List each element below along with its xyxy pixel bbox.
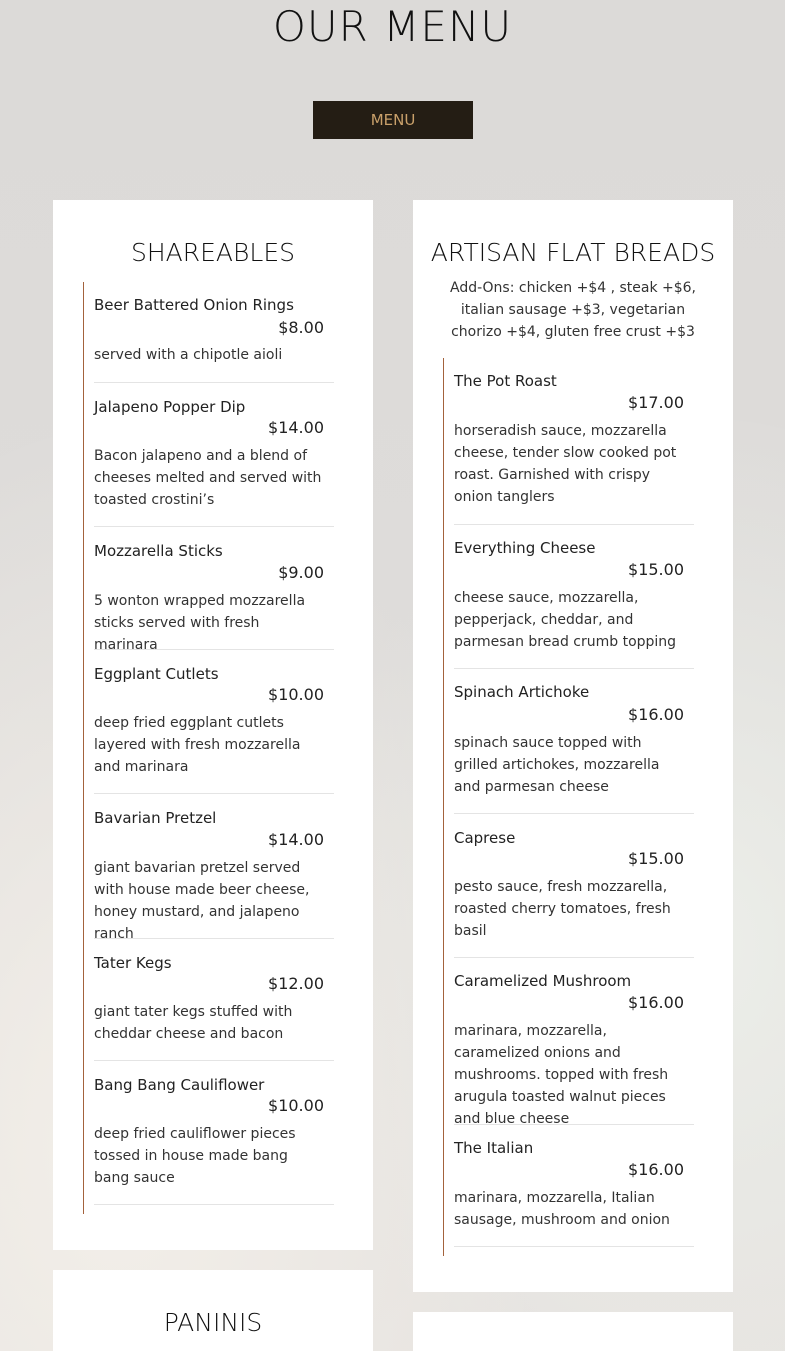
item-description: giant tater kegs stuffed with cheddar cheese and bacon: [94, 1004, 293, 1042]
menu-item: [94, 650, 334, 794]
menu-item: [94, 282, 334, 383]
item-name: Caprese: [454, 829, 516, 847]
menu-item: [454, 525, 694, 669]
paninis-title: PANINIS: [163, 1308, 263, 1337]
item-name: Spinach Artichoke: [454, 683, 590, 701]
shareables-card: [53, 200, 373, 1250]
item-description: marinara, mozzarella, Italian sausage, mushroom and onion: [454, 1190, 670, 1228]
item-price: $12.00: [268, 974, 324, 993]
menu-button[interactable]: MENU: [313, 101, 473, 139]
menu-item: [454, 358, 694, 525]
item-price: $15.00: [628, 849, 684, 868]
menu-item: [454, 814, 694, 958]
item-name: The Italian: [454, 1139, 534, 1157]
item-description: pesto sauce, fresh mozzarella, roasted cherry tomatoes, fresh basil: [454, 879, 671, 939]
item-description: marinara, mozzarella, caramelized onions and mushrooms. topped with fresh arugula toasted walnut pieces and blue cheese: [454, 1023, 669, 1127]
item-name: Beer Battered Onion Rings: [94, 296, 294, 314]
item-name: Bavarian Pretzel: [94, 809, 217, 827]
item-price: $10.00: [268, 685, 324, 704]
item-description: 5 wonton wrapped mozzarella sticks served with fresh marinara: [94, 593, 306, 653]
item-name: Jalapeno Popper Dip: [94, 398, 246, 416]
item-description: deep fried eggplant cutlets layered with fresh mozzarella and marinara: [94, 715, 301, 775]
next-card: [413, 1312, 733, 1351]
menu-item: [94, 527, 334, 653]
menu-item: [454, 958, 694, 1125]
item-price: $14.00: [268, 418, 324, 437]
menu-item: [454, 1125, 694, 1247]
menu-item: [94, 794, 334, 942]
item-name: Tater Kegs: [94, 954, 172, 972]
item-price: $8.00: [278, 318, 324, 337]
item-description: giant bavarian pretzel served with house made beer cheese, honey mustard, and jalapeno ranch: [94, 860, 310, 942]
item-price: $15.00: [628, 560, 684, 579]
menu-item: [94, 383, 334, 527]
item-name: Bang Bang Cauliflower: [94, 1076, 265, 1094]
flatbreads-list: [443, 358, 694, 1256]
item-name: Mozzarella Sticks: [94, 542, 223, 560]
item-price: $14.00: [268, 830, 324, 849]
item-price: $9.00: [278, 563, 324, 582]
item-price: $17.00: [628, 393, 684, 412]
item-description: served with a chipotle aioli: [94, 347, 283, 363]
flatbreads-addons: Add-Ons: chicken +$4 , steak +$6, italian sausage +$3, vegetarian chorizo +$4, gluten free crust +$3: [449, 280, 697, 340]
item-name: Everything Cheese: [454, 539, 596, 557]
item-name: Caramelized Mushroom: [454, 972, 632, 990]
item-price: $16.00: [628, 1160, 684, 1179]
item-price: $10.00: [268, 1096, 324, 1115]
page-title: OUR MENU: [272, 2, 513, 51]
item-description: cheese sauce, mozzarella, pepperjack, cheddar, and parmesan bread crumb topping: [454, 590, 677, 650]
paninis-card: [53, 1270, 373, 1351]
item-price: $16.00: [628, 705, 684, 724]
flatbreads-title: ARTISAN FLAT BREADS: [430, 238, 716, 267]
item-description: deep fried cauliflower pieces tossed in house made bang bang sauce: [94, 1126, 296, 1186]
item-price: $16.00: [628, 993, 684, 1012]
shareables-title: SHAREABLES: [130, 238, 295, 267]
flatbreads-card: [413, 200, 733, 1292]
menu-item: [94, 1061, 334, 1205]
menu-item: [454, 669, 694, 814]
item-description: Bacon jalapeno and a blend of cheeses melted and served with toasted crostini’s: [94, 448, 322, 508]
item-name: The Pot Roast: [454, 372, 557, 390]
menu-item: [94, 939, 334, 1061]
item-description: spinach sauce topped with grilled artichokes, mozzarella and parmesan cheese: [454, 735, 660, 795]
item-name: Eggplant Cutlets: [94, 665, 219, 683]
item-description: horseradish sauce, mozzarella cheese, tender slow cooked pot roast. Garnished with crispy onion tanglers: [454, 423, 677, 505]
shareables-list: [83, 282, 334, 1214]
